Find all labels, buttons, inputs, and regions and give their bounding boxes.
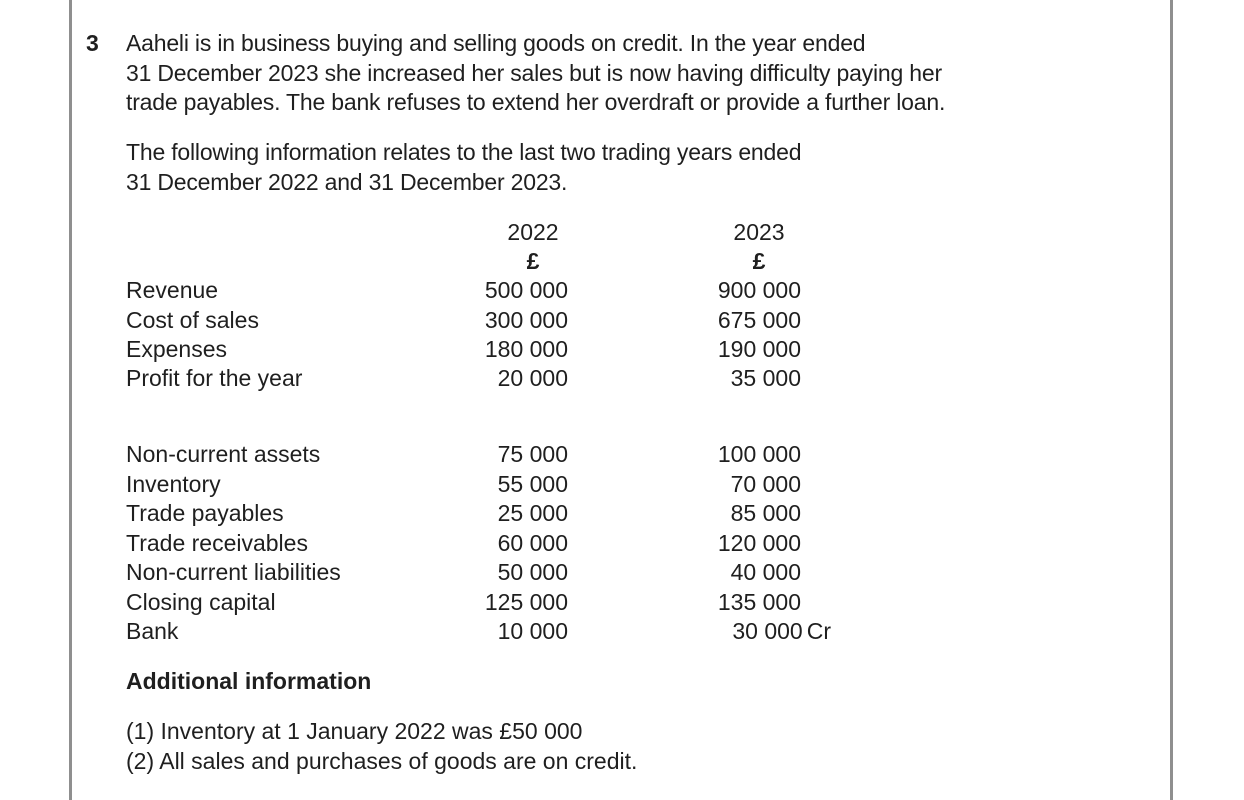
value-2023: 40 000: [730, 559, 801, 585]
info-paragraph: [126, 138, 801, 197]
value-2022: 10 000: [497, 618, 568, 644]
currency-header-2022: £: [526, 248, 540, 274]
row-label: Inventory: [126, 471, 221, 497]
intro-line: Aaheli is in business buying and selling goods on credit. In the year ended: [126, 30, 866, 56]
value-2022: 55 000: [497, 471, 568, 497]
value-2022: 300 000: [484, 307, 568, 333]
row-label: Trade receivables: [126, 530, 308, 556]
value-2023: 675 000: [717, 307, 801, 333]
value-2023: 70 000: [730, 471, 801, 497]
info-line: 31 December 2022 and 31 December 2023.: [126, 168, 568, 195]
row-label: Expenses: [126, 336, 228, 362]
row-label: Closing capital: [126, 589, 276, 615]
value-2023: 120 000: [717, 530, 801, 556]
value-2022: 75 000: [497, 441, 568, 467]
credit-suffix: Cr: [806, 618, 831, 644]
additional-info-heading: Additional information: [126, 668, 372, 694]
row-label: Bank: [126, 618, 179, 644]
value-2023: 85 000: [730, 500, 801, 526]
value-2023: 100 000: [717, 441, 801, 467]
currency-header-2023: £: [752, 248, 766, 274]
value-2023: 35 000: [730, 365, 801, 391]
value-2022: 180 000: [484, 336, 568, 362]
intro-paragraph: [126, 29, 945, 118]
value-2022: 125 000: [484, 589, 568, 615]
intro-line: 31 December 2023 she increased her sales but is now having difficulty paying her: [126, 59, 942, 86]
value-2022: 60 000: [497, 530, 568, 556]
value-2023: 190 000: [717, 336, 801, 362]
value-2022: 50 000: [497, 559, 568, 585]
column-header-2023: 2023: [733, 219, 785, 245]
value-2023: 30 000: [732, 618, 803, 644]
row-label: Revenue: [126, 277, 219, 303]
row-label: Non-current liabilities: [126, 559, 341, 585]
value-2022: 500 000: [484, 277, 568, 303]
value-2023: 900 000: [717, 277, 801, 303]
question-number: 3: [86, 30, 99, 56]
value-2023: 135 000: [717, 589, 801, 615]
note-item: (2) All sales and purchases of goods are on credit.: [126, 748, 638, 774]
row-label: Profit for the year: [126, 365, 303, 391]
info-line: The following information relates to the last two trading years ended: [126, 139, 802, 165]
page-border-left: [69, 0, 72, 800]
page-border-right: [1170, 0, 1173, 800]
row-label: Trade payables: [126, 500, 284, 526]
column-header-2022: 2022: [507, 219, 559, 245]
row-label: Cost of sales: [126, 307, 259, 333]
value-2023-with-suffix: [732, 617, 831, 646]
intro-line: trade payables. The bank refuses to extend her overdraft or provide a further loan.: [126, 89, 946, 115]
row-label: Non-current assets: [126, 441, 321, 467]
value-2022: 20 000: [497, 365, 568, 391]
value-2022: 25 000: [497, 500, 568, 526]
note-item: (1) Inventory at 1 January 2022 was £50 000: [126, 718, 583, 744]
